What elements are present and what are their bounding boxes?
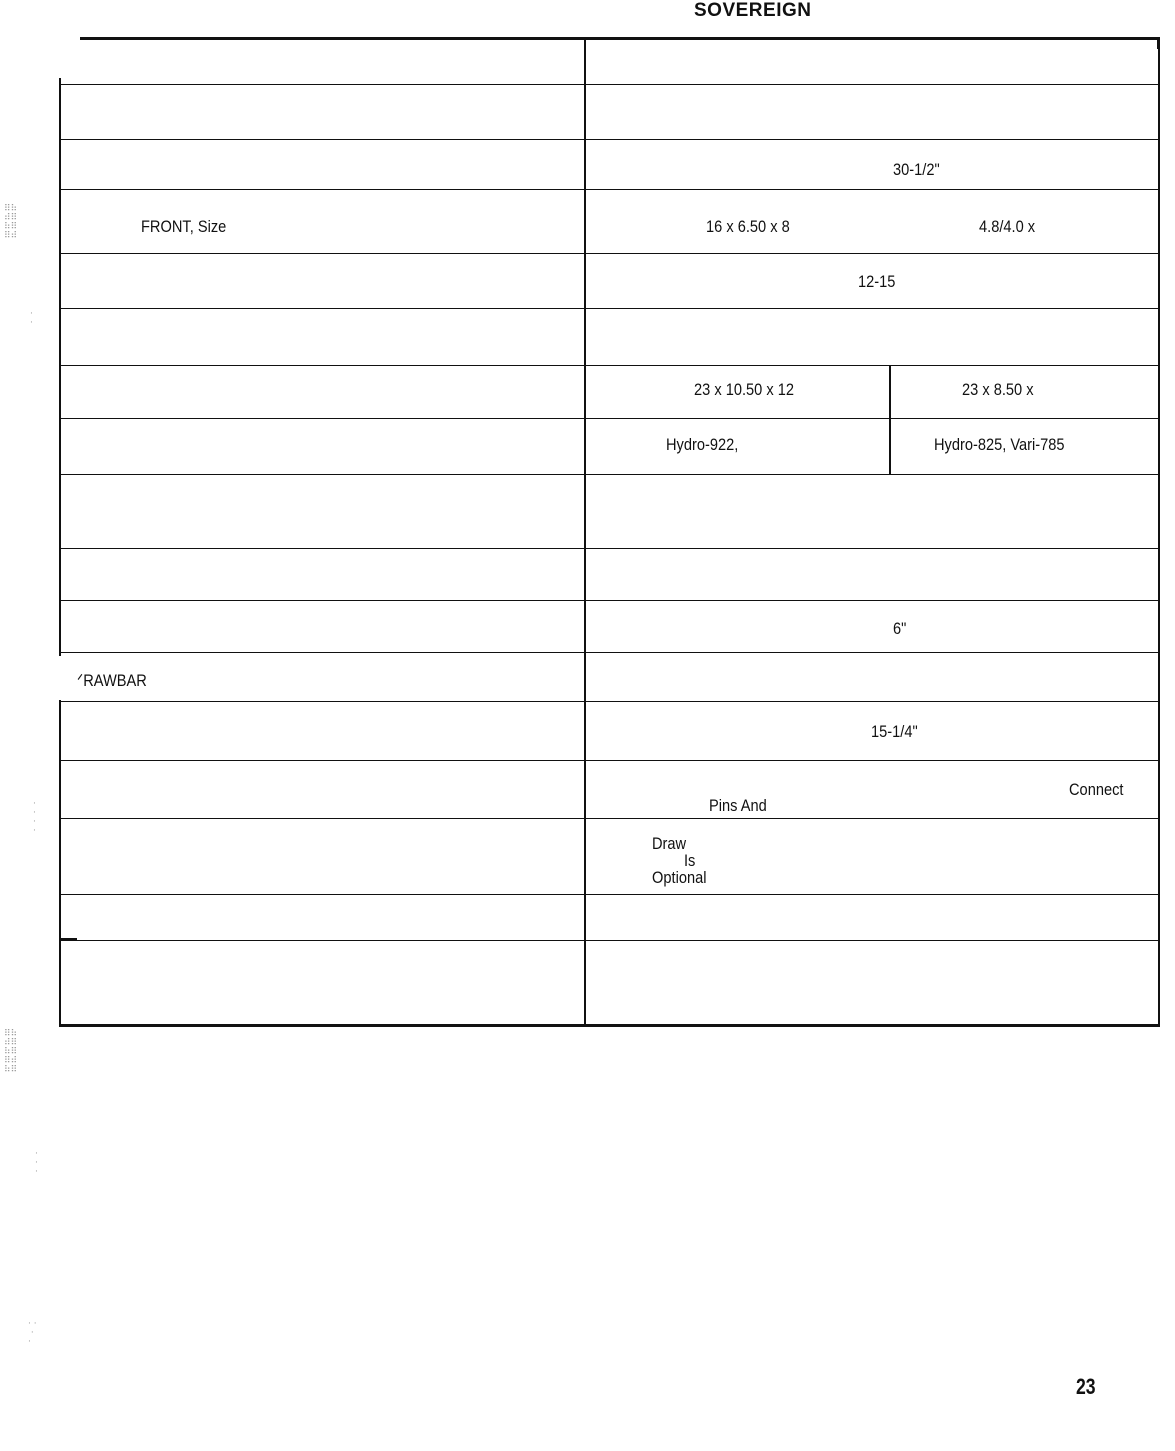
scan-speckle: ⠿⠷ ⠾⠿ ⠷⠿ ⠿⠾ (4, 204, 18, 241)
row-divider (59, 940, 1159, 941)
table-right-border (1158, 37, 1160, 1027)
scan-speckle: · · (30, 309, 33, 328)
row-3-value: 30-1/2" (893, 160, 940, 179)
table-top-border (80, 37, 1159, 40)
row-divider (59, 701, 1159, 702)
row-7-value-b: 23 x 8.50 x (962, 380, 1034, 399)
table-subcolumn-divider (889, 365, 891, 475)
row-14-value-a: Pins And (709, 796, 767, 815)
scan-speckle: ⠿⠷ ⠾⠿ ⠷⠿ ⠿⠾ ⠷⠿ (4, 1029, 18, 1075)
row-divider (59, 308, 1159, 309)
table-bottom-border (59, 1024, 1160, 1027)
row-divider (59, 760, 1159, 761)
row-divider (59, 474, 1159, 475)
row-7-value-a: 23 x 10.50 x 12 (694, 380, 794, 399)
row-divider (59, 189, 1159, 190)
scan-speckle: · · · (35, 1149, 38, 1177)
row-divider (59, 818, 1159, 819)
row-11-value: 6" (893, 619, 907, 638)
row-14-value-b: Connect (1069, 780, 1124, 799)
page-title: SOVEREIGN (694, 0, 812, 21)
row-divider (59, 365, 1159, 366)
row-12-label: ᐟRAWBAR (77, 671, 147, 690)
table-column-divider (584, 37, 586, 1027)
row-4-value-b: 4.8/4.0 x (979, 217, 1036, 236)
row-5-value: 12-15 (858, 272, 896, 291)
scan-speckle: · · · · (33, 799, 36, 836)
row-13-value: 15-1/4" (871, 722, 918, 741)
row-divider (59, 600, 1159, 601)
table-left-border-lower (59, 700, 61, 1027)
row-divider (59, 894, 1159, 895)
row-15-line-2: Is (684, 851, 696, 870)
row-divider (59, 253, 1159, 254)
table-left-border (59, 78, 61, 656)
row-4-label: FRONT, Size (141, 217, 227, 236)
row-divider (59, 652, 1159, 653)
row-4-value-a: 16 x 6.50 x 8 (706, 217, 790, 236)
row-divider (59, 418, 1159, 419)
row-divider (59, 84, 1159, 85)
row-15-line-3: Optional (652, 868, 707, 887)
scan-speckle: · · · · (28, 1319, 37, 1347)
page-number: 23 (1076, 1374, 1096, 1399)
row-15-line-1: Draw (652, 834, 687, 853)
row-8-value-b: Hydro-825, Vari-785 (934, 435, 1065, 454)
row-divider (59, 139, 1159, 140)
row-8-value-a: Hydro-922, (666, 435, 739, 454)
row-divider (59, 548, 1159, 549)
